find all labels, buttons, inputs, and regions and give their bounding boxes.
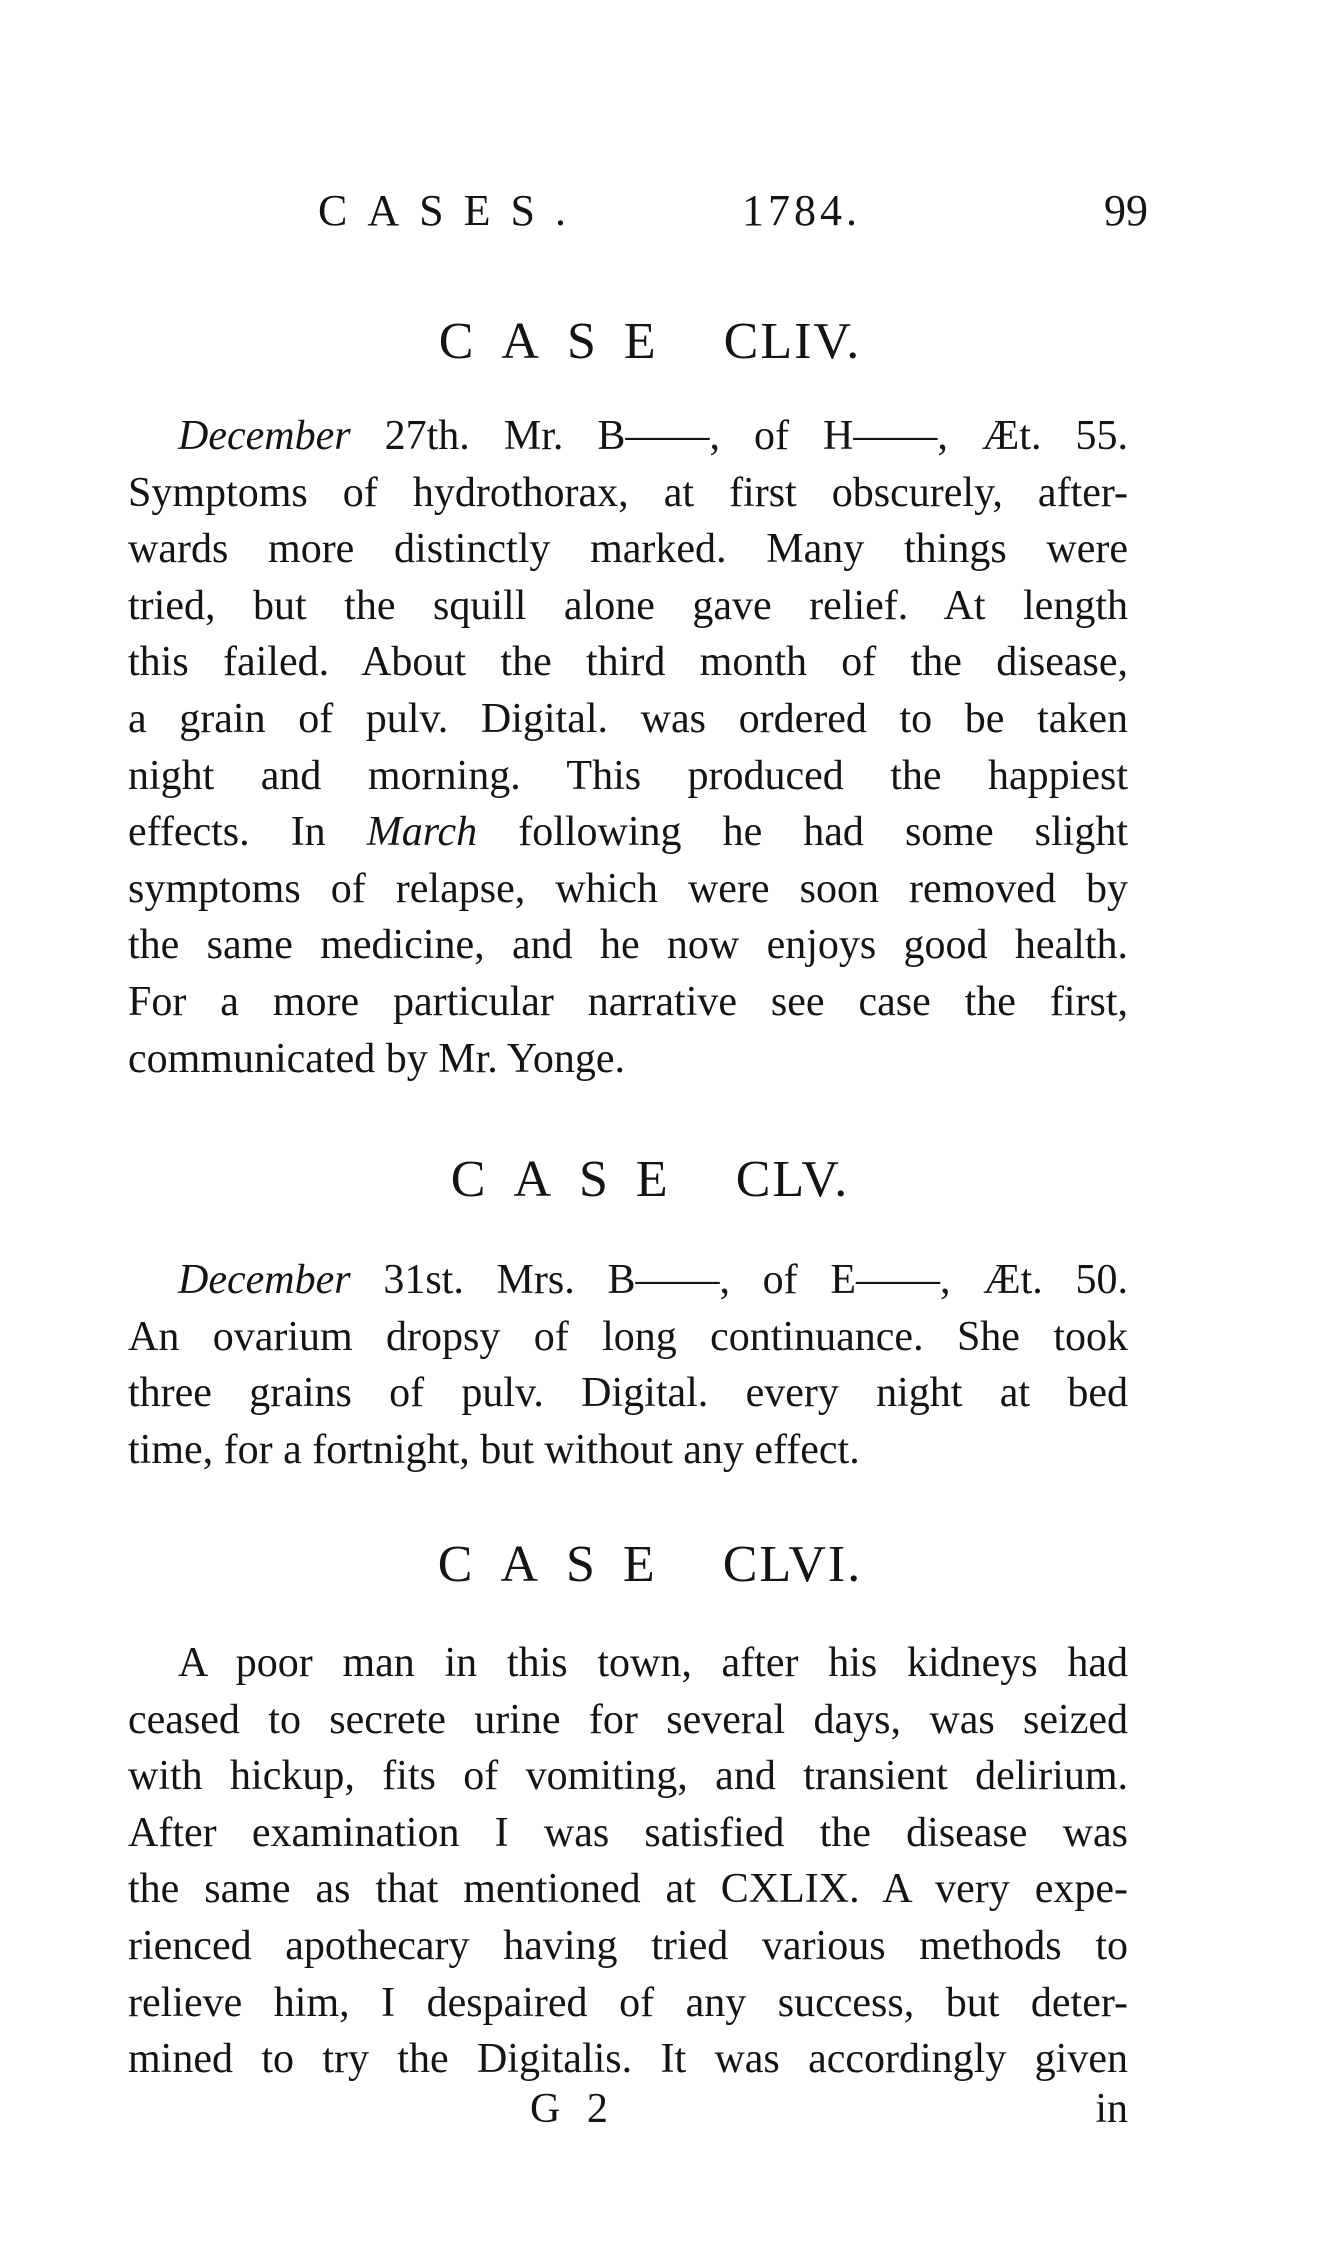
text-line: relieve him, I despaired of any success, but deter- — [128, 1979, 1128, 2026]
text-line: effects. In March following he had some slight — [128, 809, 1128, 856]
page-footer — [128, 2085, 1128, 2145]
text-line: ceased to secrete urine for several days, was seized — [128, 1696, 1128, 1743]
case-clv-text — [128, 1252, 1128, 1478]
signature-mark: G 2 — [530, 2086, 616, 2132]
date-word: December — [178, 413, 351, 459]
text-line: After examination I was satisfied the disease was — [128, 1809, 1128, 1856]
running-head-year: 1784. — [742, 186, 861, 235]
case-clvi-text — [128, 1635, 1128, 2088]
text-line: communicated by Mr. Yonge. — [128, 1035, 625, 1082]
catchword: in — [1095, 2086, 1128, 2132]
italic-month: March — [366, 809, 478, 856]
text-line: Symptoms of hydrothorax, at first obscurely, after- — [128, 469, 1128, 516]
case-heading-number: CLIV. — [723, 313, 862, 370]
case-heading-number: CLVI. — [722, 1536, 863, 1593]
case-heading-number: CLV. — [735, 1151, 850, 1208]
text-line: rienced apothecary having tried various methods to — [128, 1922, 1128, 1969]
text-line: For a more particular narrative see case the first, — [128, 978, 1128, 1025]
text-line: this failed. About the third month of the disease, — [128, 639, 1128, 686]
text-line: December 31st. Mrs. B——, of E——, Æt. 50. — [178, 1257, 1128, 1303]
text-line: tried, but the squill alone gave relief. At length — [128, 582, 1128, 629]
page-number: 99 — [1104, 186, 1148, 235]
text-line: the same medicine, and he now enjoys good health. — [128, 922, 1128, 969]
running-head-title: CASES. — [318, 186, 586, 235]
case-heading-word: CASE — [438, 313, 684, 370]
text-line: with hickup, fits of vomiting, and transient delirium. — [128, 1753, 1128, 1800]
text-line: a grain of pulv. Digital. was ordered to be taken — [128, 695, 1128, 742]
text-line: three grains of pulv. Digital. every night at bed — [128, 1370, 1128, 1417]
text-line: A poor man in this town, after his kidneys had — [178, 1640, 1128, 1686]
text-line: An ovarium dropsy of long continuance. She took — [128, 1313, 1128, 1360]
text-line: the same as that mentioned at CXLIX. A very expe- — [128, 1866, 1128, 1913]
text-line: wards more distinctly marked. Many things were — [128, 526, 1128, 573]
text-line: time, for a fortnight, but without any effect. — [128, 1426, 860, 1473]
running-head — [318, 185, 1148, 245]
case-cliv-text — [128, 408, 1128, 1087]
case-heading-word: CASE — [450, 1151, 696, 1208]
text-line: night and morning. This produced the happiest — [128, 752, 1128, 799]
text-line: December 27th. Mr. B——, of H——, Æt. 55. — [178, 413, 1128, 459]
text-line: symptoms of relapse, which were soon removed by — [128, 865, 1128, 912]
text-line: mined to try the Digitalis. It was accordingly given — [128, 2036, 1128, 2083]
case-heading-clv — [120, 1150, 1180, 1209]
case-heading-word: CASE — [437, 1536, 683, 1593]
case-heading-clvi — [120, 1535, 1180, 1594]
case-heading-cliv — [120, 312, 1180, 371]
date-word: December — [178, 1257, 351, 1303]
